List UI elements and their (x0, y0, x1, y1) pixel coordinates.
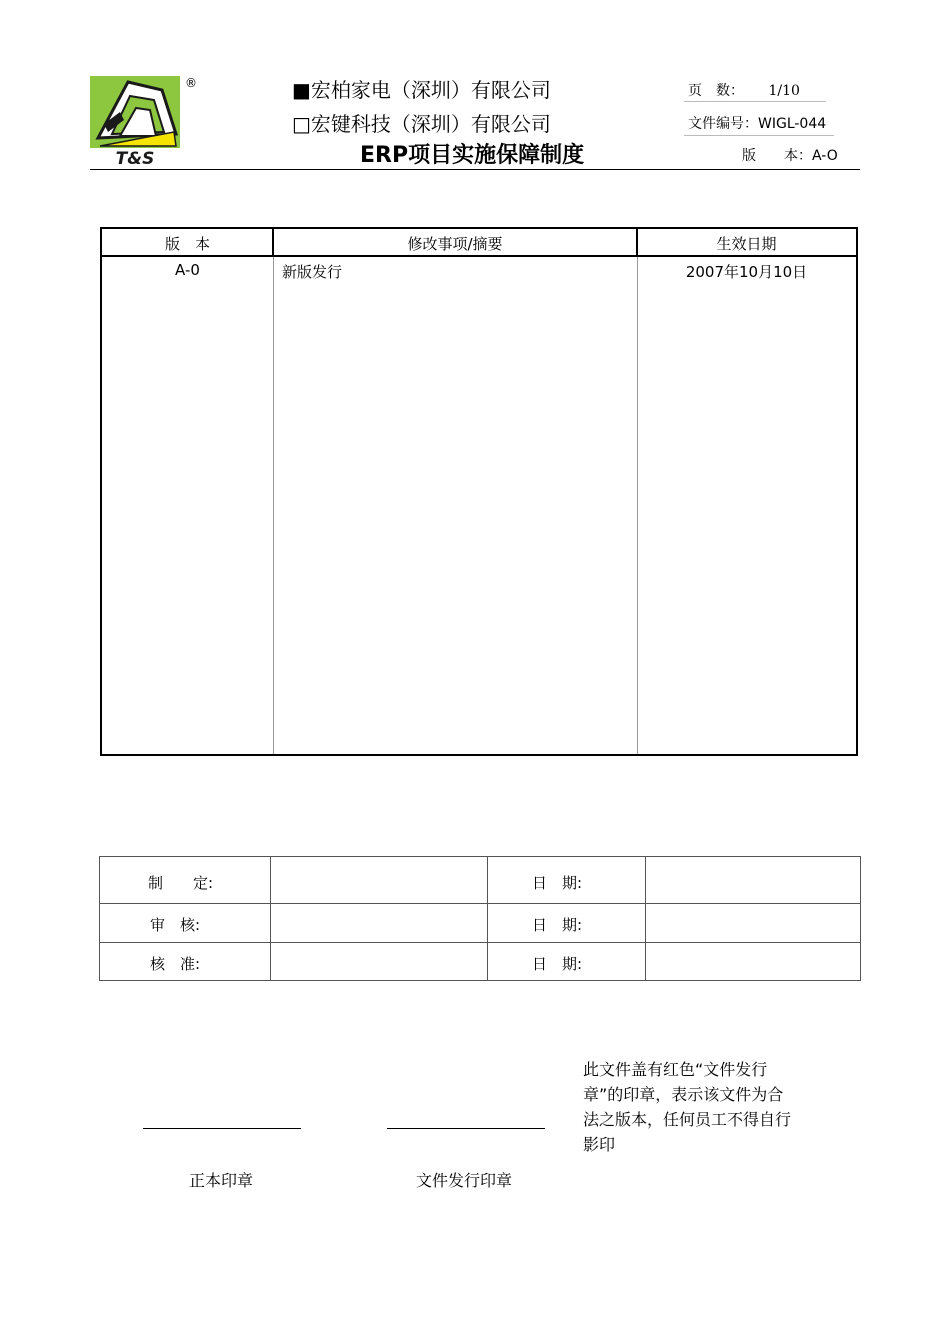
issue-stamp-label: 文件发行印章 (416, 1171, 513, 1190)
approval-table (99, 856, 861, 981)
svg-text:T&S: T&S (115, 149, 155, 168)
row-divider (100, 903, 860, 904)
header-divider (90, 169, 860, 170)
prepared-date-field[interactable] (647, 859, 859, 901)
revision-history-table (100, 227, 858, 756)
document-number-value: WIGL-044 (758, 116, 827, 132)
company-logo (90, 76, 180, 168)
prepared-by-field[interactable] (272, 859, 486, 901)
column-divider (270, 857, 271, 980)
document-title: ERP项目实施保障制度 (360, 143, 585, 168)
logo-graphic (90, 76, 180, 168)
column-divider (273, 257, 274, 754)
header-version: 版 本 (164, 235, 210, 253)
page-count-value: 1/10 (768, 83, 800, 99)
page-count (688, 80, 800, 100)
column-divider (645, 857, 646, 980)
header-summary: 修改事项/摘要 (407, 235, 503, 253)
document-version (742, 145, 838, 165)
approved-by-label: 核 准: (150, 955, 201, 973)
issue-stamp-line (387, 1128, 545, 1129)
page-count-label: 页 数： (688, 83, 744, 99)
document-number-label: 文件编号： (688, 116, 758, 132)
meta-underline (684, 135, 834, 136)
company-name-primary: ■宏柏家电（深圳）有限公司 (292, 78, 551, 102)
company-name-secondary: □宏键科技（深圳）有限公司 (292, 112, 551, 136)
registered-mark: ® (185, 76, 197, 90)
header-effective-date: 生效日期 (716, 235, 777, 253)
row-version: A-0 (175, 261, 200, 279)
reviewed-by-field[interactable] (272, 905, 486, 941)
approved-by-field[interactable] (272, 944, 486, 980)
reviewed-date-label: 日 期: (532, 916, 583, 934)
row-summary: 新版发行 (282, 263, 343, 281)
stamp-notice: 此文件盖有红色“文件发行章”的印章，表示该文件为合法之版本，任何员工不得自行影印 (583, 1060, 792, 1154)
row-divider (100, 942, 860, 943)
document-number (688, 113, 826, 133)
document-version-label: 版 本： (742, 148, 812, 164)
column-divider (487, 857, 488, 980)
document-version-value: A-O (812, 148, 838, 164)
approved-date-field[interactable] (647, 944, 859, 980)
row-effective-date: 2007年10月10日 (685, 263, 808, 281)
original-stamp-label: 正本印章 (189, 1171, 254, 1190)
column-divider (637, 257, 638, 754)
prepared-by-label: 制 定: (148, 874, 214, 892)
original-stamp-line (143, 1128, 301, 1129)
meta-underline (684, 101, 826, 102)
prepared-date-label: 日 期: (532, 874, 583, 892)
approved-date-label: 日 期: (532, 955, 583, 973)
reviewed-date-field[interactable] (647, 905, 859, 941)
reviewed-by-label: 审 核: (150, 916, 201, 934)
